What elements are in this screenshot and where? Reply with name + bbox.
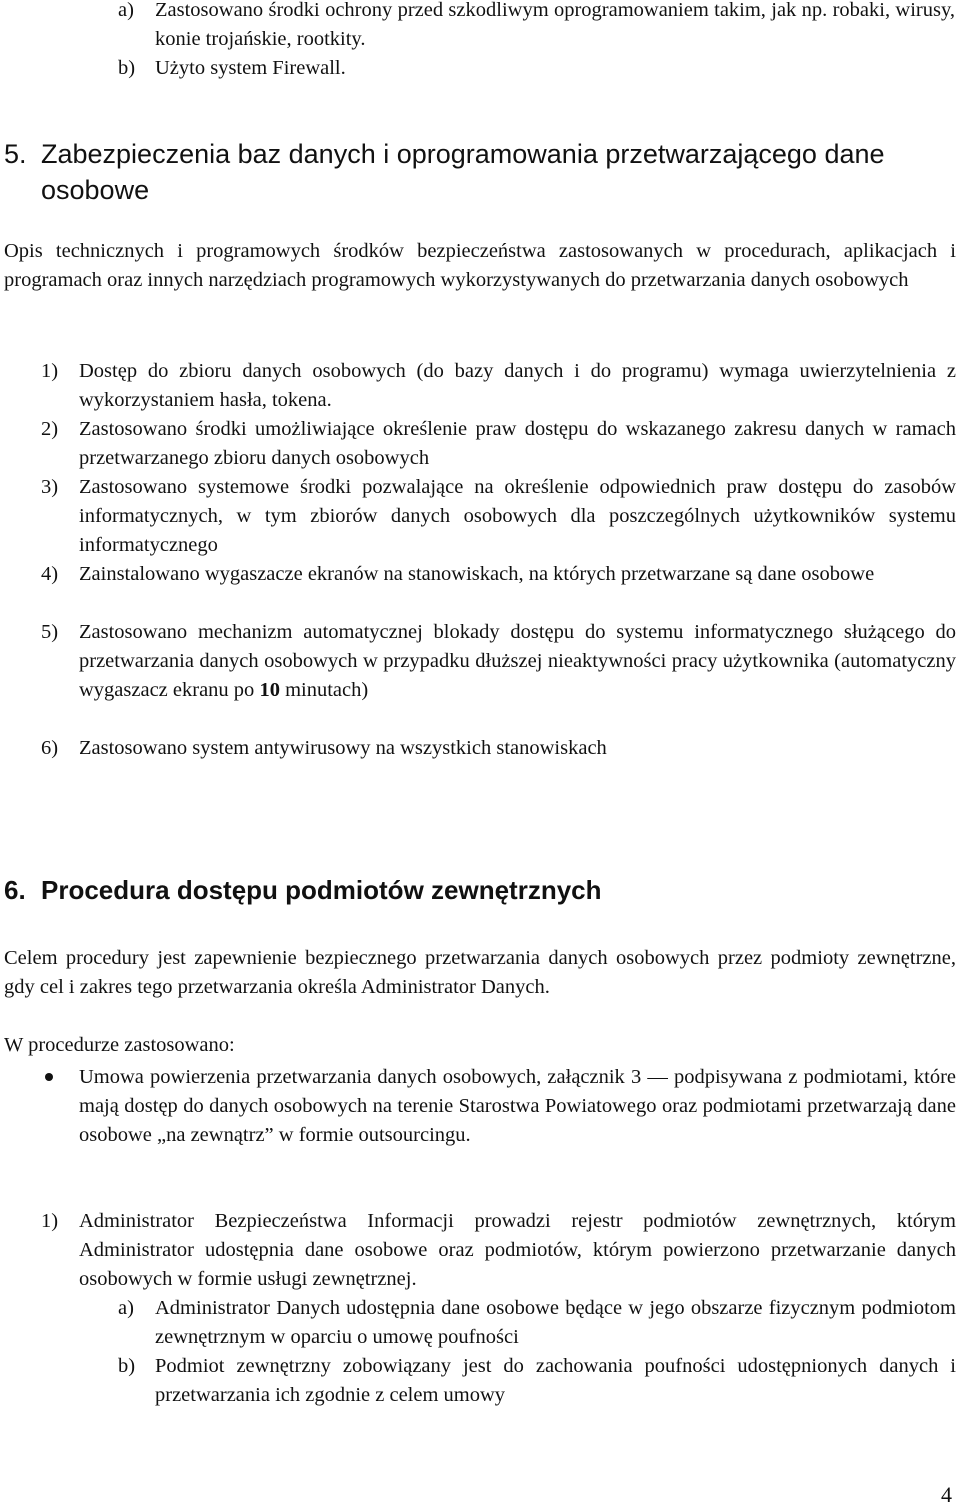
list-item-text: Zastosowano system antywirusowy na wszystkich stanowiskach <box>79 737 607 759</box>
bullet-icon <box>45 1073 53 1081</box>
list-item-text: Użyto system Firewall. <box>155 57 346 79</box>
list-item-text: Podmiot zewnętrzny zobowiązany jest do zachowania poufności udostępnionych danych i przetwarzania ich zgodnie z celem umowy <box>155 1355 956 1406</box>
list-label: 3) <box>41 476 59 498</box>
bullet-item-text: Umowa powierzenia przetwarzania danych osobowych, załącznik 3 — podpisywana z podmiotami, które mają dostęp do danych osobowych na terenie Starostwa Powiatowego oraz podmiotami przetwarzają dane osobowe „na zewnątrz” w formie outsourcingu. <box>79 1066 956 1146</box>
list-label: b) <box>118 1355 136 1377</box>
applied-label: W procedurze zastosowano: <box>4 1034 235 1056</box>
list-label: a) <box>118 1297 134 1319</box>
list-label: 1) <box>41 360 59 382</box>
list-label: a) <box>118 0 134 21</box>
list-item-text: Zastosowano środki ochrony przed szkodliwym oprogramowaniem takim, jak np. robaki, wirusy, konie trojańskie, rootkity. <box>155 0 955 50</box>
section-intro: Opis technicznych i programowych środków bezpieczeństwa zastosowanych w procedurach, aplikacjach i programach oraz innych narzędziach programowych wykorzystywanych do przetwarzania danych osobowych <box>4 240 956 291</box>
list-item-text: Zainstalowano wygaszacze ekranów na stanowiskach, na których przetwarzane są dane osobowe <box>79 563 875 585</box>
list-item-text: Administrator Danych udostępnia dane osobowe będące w jego obszarze fizycznym podmiotom zewnętrznym w oparciu o umowę poufności <box>155 1297 956 1348</box>
list-item-text: Zastosowano środki umożliwiające określenie praw dostępu do wskazanego zakresu danych w ramach przetwarzanego zbioru danych osobowych <box>79 418 956 469</box>
list-item-text-part: Zastosowano mechanizm automatycznej blokady dostępu do systemu informatycznego służącego do przetwarzania danych osobowych w przypadku dłuższej nieaktywności pracy użytkownika (automatyczny wygaszacz ekranu po <box>79 621 956 701</box>
list-item-text <box>79 618 956 705</box>
section-intro: Celem procedury jest zapewnienie bezpiecznego przetwarzania danych osobowych przez podmioty zewnętrzne, gdy cel i zakres tego przetwarzania określa Administrator Danych. <box>4 947 956 998</box>
list-label: 2) <box>41 418 59 440</box>
section-title: Procedura dostępu podmiotów zewnętrznych <box>41 875 602 905</box>
list-label: 1) <box>41 1210 59 1232</box>
section-number: 6. <box>4 875 26 905</box>
list-label: 5) <box>41 621 59 643</box>
list-item-text-part: minutach) <box>279 679 369 701</box>
bold-number: 10 <box>259 679 280 701</box>
list-item-text: Zastosowano systemowe środki pozwalające na określenie odpowiednich praw dostępu do zasobów informatycznych, w tym zbiorów danych osobowych dla poszczególnych użytkowników systemu informatycznego <box>79 476 956 556</box>
section-number: 5. <box>4 139 27 169</box>
list-item-text: Dostęp do zbioru danych osobowych (do bazy danych i do programu) wymaga uwierzytelnienia z wykorzystaniem hasła, tokena. <box>79 360 956 411</box>
list-label: 6) <box>41 737 59 759</box>
list-item-text: Administrator Bezpieczeństwa Informacji prowadzi rejestr podmiotów zewnętrznych, którym Administrator udostępnia dane osobowe oraz podmiotów, którym powierzono przetwarzanie danych osobowych w formie usługi zewnętrznej. <box>79 1210 956 1290</box>
section-title: Zabezpieczenia baz danych i oprogramowania przetwarzającego dane osobowe <box>41 139 885 205</box>
list-label: b) <box>118 57 136 79</box>
page-number: 4 <box>941 1482 952 1507</box>
list-label: 4) <box>41 563 59 585</box>
